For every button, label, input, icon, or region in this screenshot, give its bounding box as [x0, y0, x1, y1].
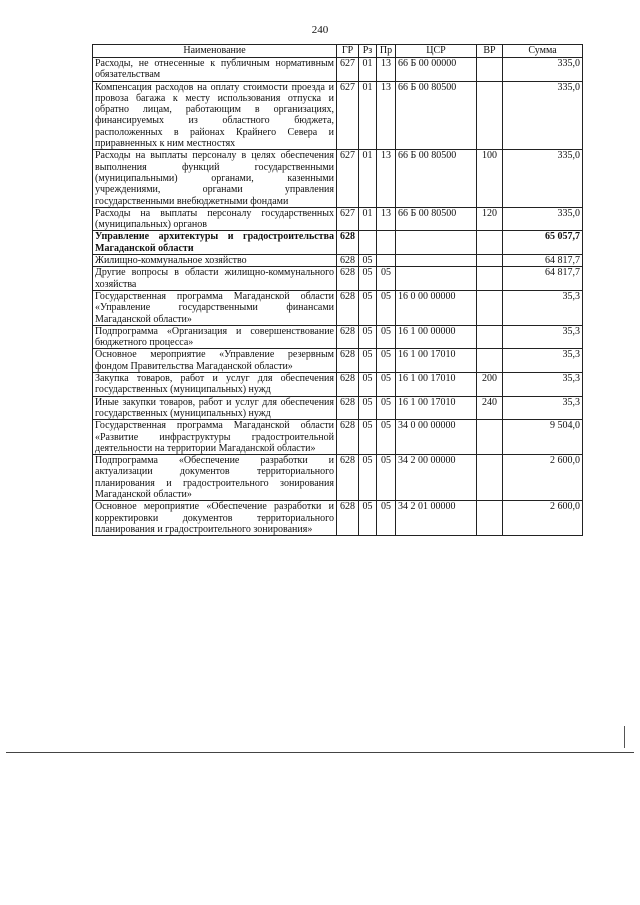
header-rz: Рз — [359, 45, 377, 58]
cell-pr: 05 — [377, 420, 396, 455]
header-csr: ЦСР — [396, 45, 477, 58]
table-row — [93, 455, 583, 501]
cell-name: Другие вопросы в области жилищно-коммунального хозяйства — [93, 267, 337, 291]
cell-name: Подпрограмма «Организация и совершенствование бюджетного процесса» — [93, 325, 337, 349]
table-row — [93, 325, 583, 349]
cell-rz: 05 — [359, 267, 377, 291]
cell-pr: 05 — [377, 455, 396, 501]
cell-gr: 628 — [337, 349, 359, 373]
cell-csr: 66 Б 00 80500 — [396, 81, 477, 150]
budget-table — [92, 44, 583, 536]
header-gr: ГР — [337, 45, 359, 58]
cell-amount: 64 817,7 — [503, 267, 583, 291]
table-row — [93, 501, 583, 536]
cell-rz: 05 — [359, 255, 377, 267]
cell-amount: 65 057,7 — [503, 231, 583, 255]
cell-pr: 05 — [377, 501, 396, 536]
table-row — [93, 349, 583, 373]
footer-divider — [6, 752, 634, 753]
cell-pr: 05 — [377, 373, 396, 397]
cell-rz: 05 — [359, 455, 377, 501]
cell-pr: 13 — [377, 58, 396, 82]
cell-amount: 335,0 — [503, 207, 583, 231]
cell-pr: 05 — [377, 396, 396, 420]
cell-pr — [377, 231, 396, 255]
table-row — [93, 420, 583, 455]
cell-gr: 628 — [337, 290, 359, 325]
cell-name: Жилищно-коммунальное хозяйство — [93, 255, 337, 267]
cell-csr: 16 1 00 00000 — [396, 325, 477, 349]
cell-vr — [477, 267, 503, 291]
cell-rz: 05 — [359, 325, 377, 349]
table-row — [93, 290, 583, 325]
cell-csr — [396, 267, 477, 291]
cell-amount: 35,3 — [503, 325, 583, 349]
page-number: 240 — [311, 24, 329, 36]
header-amount: Сумма — [503, 45, 583, 58]
cell-amount: 35,3 — [503, 290, 583, 325]
cell-gr: 627 — [337, 150, 359, 207]
table-row — [93, 81, 583, 150]
cell-amount: 335,0 — [503, 81, 583, 150]
table-row — [93, 396, 583, 420]
cell-gr: 628 — [337, 255, 359, 267]
margin-mark — [624, 726, 625, 748]
cell-vr: 120 — [477, 207, 503, 231]
cell-amount: 9 504,0 — [503, 420, 583, 455]
cell-rz: 05 — [359, 349, 377, 373]
cell-rz: 05 — [359, 420, 377, 455]
cell-pr: 05 — [377, 290, 396, 325]
cell-name: Расходы, не отнесенные к публичным нормативным обязательствам — [93, 58, 337, 82]
header-pr: Пр — [377, 45, 396, 58]
cell-csr: 66 Б 00 80500 — [396, 207, 477, 231]
cell-rz: 05 — [359, 501, 377, 536]
cell-rz: 05 — [359, 396, 377, 420]
cell-name: Государственная программа Магаданской области «Развитие инфраструктуры градостроительной деятельности на территории Магаданской области» — [93, 420, 337, 455]
cell-pr: 05 — [377, 267, 396, 291]
table-body — [93, 58, 583, 536]
cell-csr: 34 0 00 00000 — [396, 420, 477, 455]
cell-pr: 13 — [377, 81, 396, 150]
cell-vr — [477, 455, 503, 501]
cell-amount: 335,0 — [503, 58, 583, 82]
cell-csr: 66 Б 00 80500 — [396, 150, 477, 207]
cell-name: Основное мероприятие «Обеспечение разработки и корректировки документов территориального планирования и градостроительного зонирования» — [93, 501, 337, 536]
cell-amount: 35,3 — [503, 373, 583, 397]
cell-gr: 628 — [337, 396, 359, 420]
cell-name: Подпрограмма «Обеспечение разработки и актуализации документов территориального планирования и градостроительного зонирования Магаданской области» — [93, 455, 337, 501]
table-row — [93, 150, 583, 207]
cell-pr: 13 — [377, 150, 396, 207]
cell-amount: 2 600,0 — [503, 501, 583, 536]
cell-name: Компенсация расходов на оплату стоимости проезда и провоза багажа к месту использования отпуска и обратно лицам, работающим в организациях, финансируемых из областного бюджета, расположенных в районах Крайнего Севера и приравненных к ним местностях — [93, 81, 337, 150]
cell-csr: 34 2 00 00000 — [396, 455, 477, 501]
cell-name: Расходы на выплаты персоналу в целях обеспечения выполнения функций государственными (муниципальными) органами, казенными учреждениями, органами управления государственными внебюджетными фондами — [93, 150, 337, 207]
cell-gr: 627 — [337, 81, 359, 150]
cell-name: Управление архитектуры и градостроительства Магаданской области — [93, 231, 337, 255]
cell-rz: 01 — [359, 81, 377, 150]
cell-rz: 01 — [359, 207, 377, 231]
cell-pr: 05 — [377, 349, 396, 373]
cell-rz — [359, 231, 377, 255]
cell-csr: 16 1 00 17010 — [396, 396, 477, 420]
cell-gr: 628 — [337, 420, 359, 455]
cell-vr: 100 — [477, 150, 503, 207]
cell-vr: 240 — [477, 396, 503, 420]
cell-csr: 16 1 00 17010 — [396, 349, 477, 373]
cell-rz: 01 — [359, 58, 377, 82]
cell-vr — [477, 255, 503, 267]
cell-gr: 628 — [337, 325, 359, 349]
cell-gr: 628 — [337, 231, 359, 255]
cell-gr: 628 — [337, 501, 359, 536]
cell-gr: 628 — [337, 455, 359, 501]
cell-amount: 64 817,7 — [503, 255, 583, 267]
cell-gr: 627 — [337, 207, 359, 231]
cell-vr — [477, 81, 503, 150]
cell-rz: 05 — [359, 373, 377, 397]
cell-csr — [396, 231, 477, 255]
cell-csr — [396, 255, 477, 267]
cell-vr: 200 — [477, 373, 503, 397]
header-vr: ВР — [477, 45, 503, 58]
cell-vr — [477, 349, 503, 373]
cell-name: Иные закупки товаров, работ и услуг для обеспечения государственных (муниципальных) нужд — [93, 396, 337, 420]
cell-gr: 628 — [337, 373, 359, 397]
table-row — [93, 373, 583, 397]
table-header-row — [93, 45, 583, 58]
cell-pr — [377, 255, 396, 267]
cell-vr — [477, 290, 503, 325]
cell-name: Расходы на выплаты персоналу государственных (муниципальных) органов — [93, 207, 337, 231]
cell-vr — [477, 231, 503, 255]
cell-csr: 16 0 00 00000 — [396, 290, 477, 325]
cell-csr: 66 Б 00 00000 — [396, 58, 477, 82]
cell-pr: 13 — [377, 207, 396, 231]
cell-amount: 335,0 — [503, 150, 583, 207]
table-row — [93, 207, 583, 231]
cell-csr: 16 1 00 17010 — [396, 373, 477, 397]
table-row — [93, 255, 583, 267]
cell-vr — [477, 501, 503, 536]
cell-vr — [477, 58, 503, 82]
cell-amount: 2 600,0 — [503, 455, 583, 501]
cell-amount: 35,3 — [503, 349, 583, 373]
cell-name: Закупка товаров, работ и услуг для обеспечения государственных (муниципальных) нужд — [93, 373, 337, 397]
cell-csr: 34 2 01 00000 — [396, 501, 477, 536]
cell-amount: 35,3 — [503, 396, 583, 420]
cell-pr: 05 — [377, 325, 396, 349]
cell-name: Основное мероприятие «Управление резервным фондом Правительства Магаданской области» — [93, 349, 337, 373]
cell-name: Государственная программа Магаданской области «Управление государственными финансами Магаданской области» — [93, 290, 337, 325]
table-row — [93, 58, 583, 82]
table-row — [93, 231, 583, 255]
cell-gr: 628 — [337, 267, 359, 291]
cell-vr — [477, 325, 503, 349]
cell-vr — [477, 420, 503, 455]
header-name: Наименование — [93, 45, 337, 58]
cell-gr: 627 — [337, 58, 359, 82]
cell-rz: 01 — [359, 150, 377, 207]
table-row — [93, 267, 583, 291]
cell-rz: 05 — [359, 290, 377, 325]
